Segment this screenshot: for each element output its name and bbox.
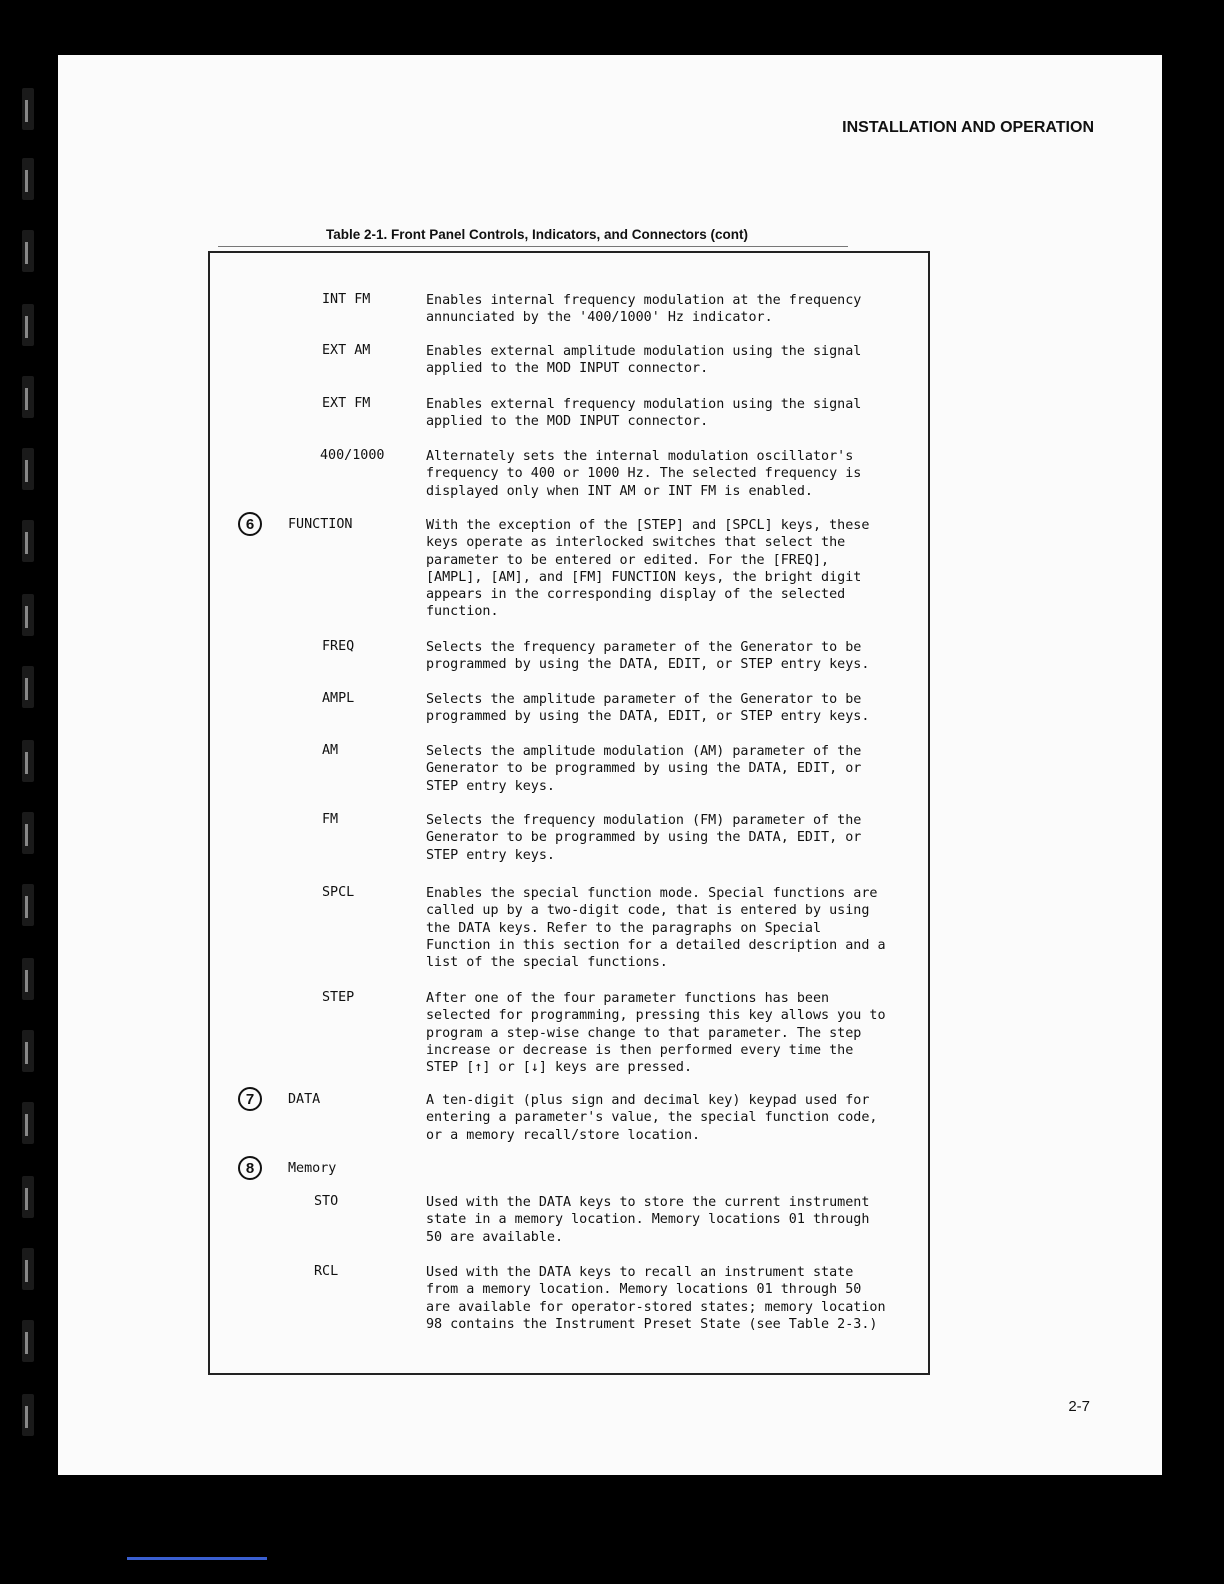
control-description: Used with the DATA keys to recall an instrument state from a memory location. Memory locations 01 through 50 are available for operator-stored states; memory location 98 contains the Instrument Preset State (see Table 2-3.) (426, 1265, 886, 1332)
control-description: Used with the DATA keys to store the current instrument state in a memory location. Memory locations 01 through 50 are available. (426, 1195, 870, 1245)
control-label: DATA (288, 1092, 321, 1107)
control-description: With the exception of the [STEP] and [SPCL] keys, these keys operate as interlocked switches that select the parameter to be entered or edited. For the [FREQ], [AMPL], [AM], and [FM] FUNCTION keys, the bright digit appears in the corresponding display of the selected function. (426, 518, 870, 620)
control-label: EXT AM (322, 343, 371, 358)
control-description: Selects the amplitude modulation (AM) parameter of the Generator to be programmed by using the DATA, EDIT, or STEP entry keys. (426, 744, 862, 794)
binder-hole (22, 1176, 34, 1218)
callout-number: 7 (238, 1087, 262, 1111)
control-label: EXT FM (322, 396, 371, 411)
control-description: After one of the four parameter functions has been selected for programming, pressing this key allows you to program a step-wise change to that parameter. The step increase or decrease is then performed every time the STEP [↑] or [↓] keys are pressed. (426, 991, 886, 1076)
controls-table (208, 251, 930, 1375)
binder-hole (22, 666, 34, 708)
bottom-strip (127, 1557, 267, 1560)
control-description: Enables the special function mode. Special functions are called up by a two-digit code, that is entered by using the DATA keys. Refer to the paragraphs on Special Function in this section for a detailed description and a list of the special functions. (426, 886, 886, 971)
control-label: AMPL (322, 691, 355, 706)
binder-hole (22, 158, 34, 200)
binder-hole (22, 448, 34, 490)
control-label: STO (314, 1194, 339, 1209)
binder-hole (22, 376, 34, 418)
control-label: INT FM (322, 292, 371, 307)
control-description: Enables external amplitude modulation using the signal applied to the MOD INPUT connector. (426, 344, 862, 377)
control-description: Selects the frequency modulation (FM) parameter of the Generator to be programmed by using the DATA, EDIT, or STEP entry keys. (426, 813, 862, 863)
control-description: Enables internal frequency modulation at the frequency annunciated by the '400/1000' Hz indicator. (426, 293, 862, 326)
control-label: SPCL (322, 885, 355, 900)
control-label: FUNCTION (288, 517, 353, 532)
control-description: Enables external frequency modulation using the signal applied to the MOD INPUT connector. (426, 397, 862, 430)
control-description: Selects the frequency parameter of the Generator to be programmed by using the DATA, EDIT, or STEP entry keys. (426, 640, 870, 673)
control-label: 400/1000 (320, 448, 385, 463)
binder-hole (22, 1248, 34, 1290)
binder-hole (22, 230, 34, 272)
control-description: Selects the amplitude parameter of the Generator to be programmed by using the DATA, EDIT, or STEP entry keys. (426, 692, 870, 725)
binder-hole (22, 520, 34, 562)
binder-hole (22, 594, 34, 636)
control-description: Alternately sets the internal modulation oscillator's frequency to 400 or 1000 Hz. The selected frequency is displayed only when INT AM or INT FM is enabled. (426, 449, 862, 499)
control-label: STEP (322, 990, 355, 1005)
binder-hole (22, 1320, 34, 1362)
section-header: INSTALLATION AND OPERATION (842, 119, 1094, 136)
binder-hole (22, 812, 34, 854)
binder-hole (22, 88, 34, 130)
control-label: AM (322, 743, 339, 758)
binder-hole (22, 1030, 34, 1072)
page-number: 2-7 (1068, 1398, 1090, 1415)
table-title: Table 2-1. Front Panel Controls, Indicators, and Connectors (cont) (326, 227, 749, 242)
document-page (58, 55, 1162, 1475)
binder-hole (22, 1394, 34, 1436)
control-label: Memory (288, 1161, 337, 1176)
binder-hole (22, 304, 34, 346)
callout-number: 8 (238, 1156, 262, 1180)
binder-hole (22, 1102, 34, 1144)
control-label: FREQ (322, 639, 355, 654)
control-label: RCL (314, 1264, 339, 1279)
binder-hole (22, 958, 34, 1000)
control-label: FM (322, 812, 339, 827)
title-rule (218, 246, 848, 247)
binder-hole (22, 740, 34, 782)
control-description: A ten-digit (plus sign and decimal key) keypad used for entering a parameter's value, the special function code, or a memory recall/store location. (426, 1093, 878, 1143)
binder-hole (22, 884, 34, 926)
callout-number: 6 (238, 512, 262, 536)
